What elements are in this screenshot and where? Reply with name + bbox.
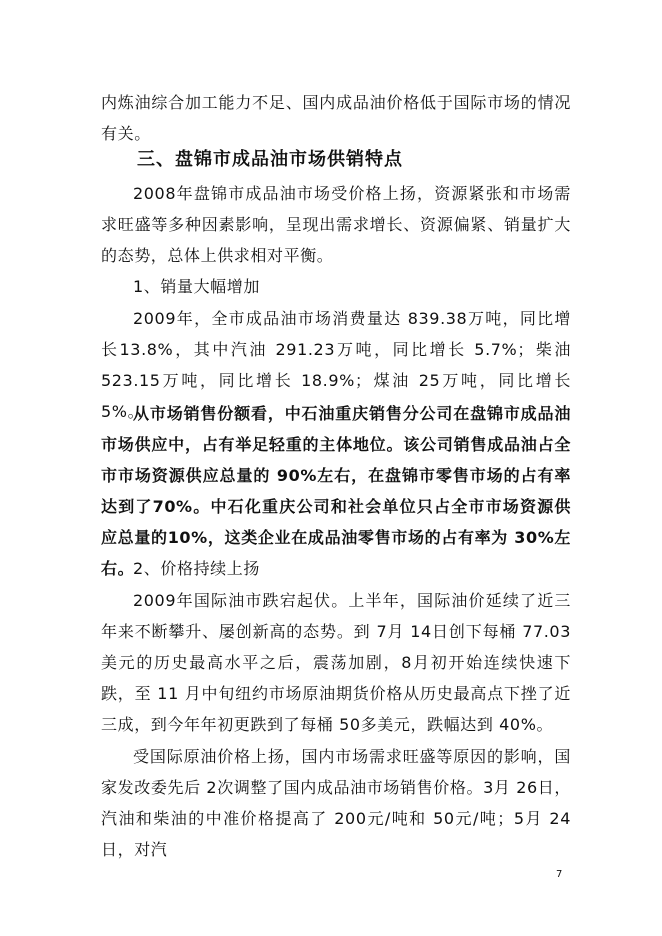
paragraph-market-share: 从市场销售份额看，中石油重庆销售分公司在盘锦市成品油市场供应中，占有举足轻重的主体地位。该公司销售成品油占全市市场资源供应总量的 90%左右，在盘锦市零售市场的占有率达到了70%。中石化重庆公司和社会单位只占全市市场资源供应总量的10%，这类企业在成品油零售市场的占有率为 30%左右。	[101, 404, 571, 578]
subheading-sales: 1、销量大幅增加	[133, 277, 260, 296]
paragraph-consumption: 2009年，全市成品油市场消费量达 839.38万吨，同比增长13.8%，其中汽油 291.23万吨，同比增长 5.7%；柴油 523.15万吨，同比增长 18.9%；煤油 25万吨，同比增长 5%。	[101, 309, 571, 421]
section-heading: 三、盘锦市成品油市场供销特点	[137, 149, 403, 170]
paragraph-oil-prices: 2009年国际油市跌宕起伏。上半年，国际油价延续了近三年来不断攀升、屡创新高的态势。到 7月 14日创下每桶 77.03美元的历史最高水平之后，震荡加剧，8月初开始连续快速下跌，至 11 月中旬纽约市场原油期货价格从历史最高点下挫了近三成，到今年年初更跌到了每桶 50多美元，跌幅达到 40%。	[101, 591, 571, 734]
paragraph-intro: 2008年盘锦市成品油市场受价格上扬，资源紧张和市场需求旺盛等多种因素影响，呈现出需求增长、资源偏紧、销量扩大的态势，总体上供求相对平衡。	[101, 184, 571, 265]
paragraph-continuation: 内炼油综合加工能力不足、国内成品油价格低于国际市场的情况有关。	[101, 93, 571, 143]
subheading-prices: 2、价格持续上扬	[133, 559, 260, 578]
page-number: 7	[556, 869, 563, 880]
paragraph-price-adjustment: 受国际原油价格上扬，国内市场需求旺盛等原因的影响，国家发改委先后 2次调整了国内成品油市场销售价格。3月 26日，汽油和柴油的中准价格提高了 200元/吨和 50元/吨；5月 24日，对汽	[101, 747, 571, 859]
